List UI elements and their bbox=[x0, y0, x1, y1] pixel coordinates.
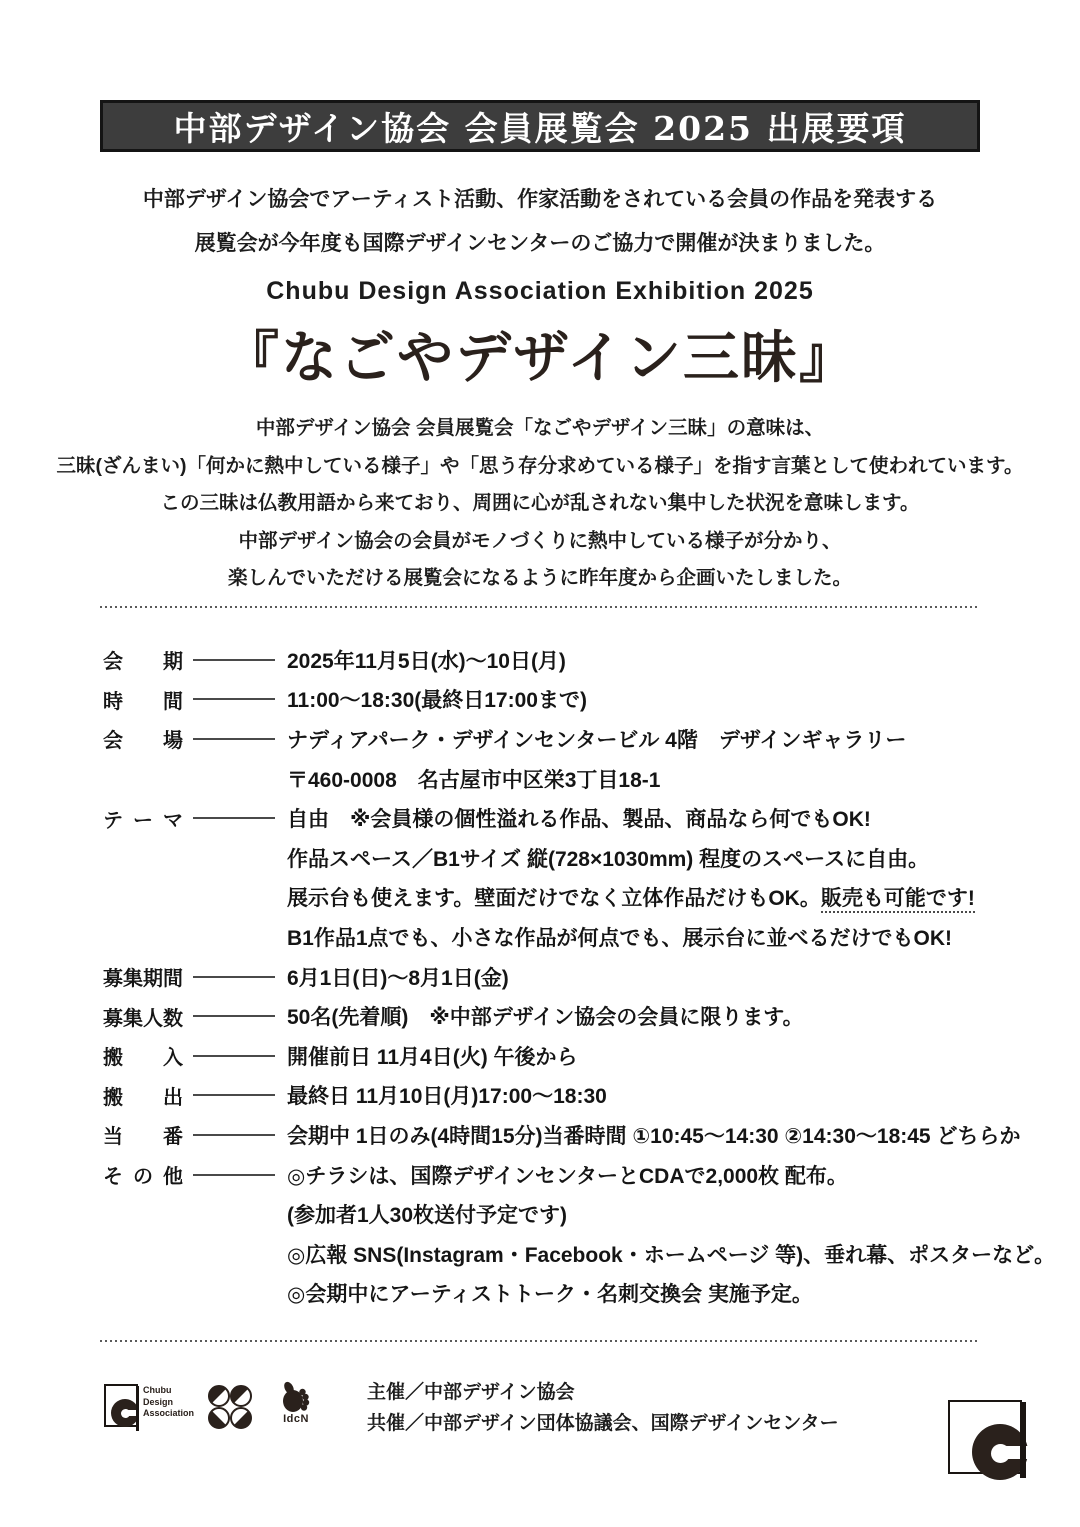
description-line: 楽しんでいただける展覧会になるように昨年度から企画いたしました。 bbox=[227, 567, 852, 589]
four-circles-logo-icon bbox=[207, 1383, 253, 1431]
detail-label: 会場 bbox=[103, 730, 183, 753]
subtitle-english: Chubu Design Association Exhibition 2025 bbox=[266, 277, 814, 305]
detail-row-sonota bbox=[103, 1155, 993, 1195]
label-rule bbox=[193, 1055, 275, 1057]
cda-mark-large-icon bbox=[948, 1400, 1022, 1474]
detail-value: 2025年11月5日(水)～10日(月) bbox=[287, 649, 566, 673]
detail-label: 搬出 bbox=[103, 1086, 183, 1109]
detail-row-b1 bbox=[103, 917, 993, 957]
detail-row-address bbox=[103, 759, 993, 799]
idcn-label: IdcN bbox=[283, 1413, 309, 1425]
detail-label: 搬入 bbox=[103, 1047, 183, 1070]
detail-row-display bbox=[103, 878, 993, 918]
detail-row-kaijo bbox=[103, 719, 993, 759]
label-rule bbox=[193, 1134, 275, 1136]
detail-label: 当番 bbox=[103, 1126, 183, 1149]
organizer-line: 主催／中部デザイン協会 bbox=[367, 1382, 575, 1403]
detail-value: 6月1日(日)～8月1日(金) bbox=[287, 966, 509, 990]
detail-row-hannyu bbox=[103, 1036, 993, 1076]
dotted-divider bbox=[100, 606, 980, 608]
intro-line: 中部デザイン協会でアーティスト活動、作家活動をされている会員の作品を発表する bbox=[142, 188, 938, 211]
detail-row-jikan bbox=[103, 680, 993, 720]
detail-text-underlined: 販売も可能です! bbox=[821, 887, 975, 913]
detail-value: ◎チラシは、国際デザインセンターとCDAで2,000枚 配布。 bbox=[287, 1164, 848, 1188]
detail-row-kaiki bbox=[103, 640, 993, 680]
detail-label: テーマ bbox=[103, 809, 183, 832]
detail-value: 最終日 11月10日(月)17:00～18:30 bbox=[287, 1085, 607, 1109]
cda-logo-icon bbox=[104, 1384, 138, 1427]
idcn-hand-icon bbox=[280, 1381, 312, 1413]
dotted-divider bbox=[100, 1340, 980, 1342]
label-rule bbox=[193, 738, 275, 740]
detail-value: (参加者1人30枚送付予定です) bbox=[287, 1204, 568, 1228]
detail-row-boshu-ninzu bbox=[103, 996, 993, 1036]
details-list bbox=[103, 640, 1056, 1313]
label-rule bbox=[193, 698, 275, 700]
detail-value: 11:00～18:30(最終日17:00まで) bbox=[287, 689, 587, 713]
detail-row-hanshutsu bbox=[103, 1076, 993, 1116]
page-title: 中部デザイン協会 会員展覧会 2025 出展要項 bbox=[173, 108, 907, 148]
detail-row-space bbox=[103, 838, 993, 878]
cohost-line: 共催／中部デザイン団体協議会、国際デザインセンター bbox=[367, 1413, 839, 1434]
detail-value: 50名(先着順) ※中部デザイン協会の会員に限ります。 bbox=[287, 1006, 804, 1030]
label-rule bbox=[193, 817, 275, 819]
description-line: この三昧は仏教用語から来ており、周囲に心が乱されない集中した状況を意味します。 bbox=[160, 492, 920, 514]
intro-paragraph bbox=[0, 178, 1080, 266]
exhibition-title: 『なごやデザイン三昧』 bbox=[222, 325, 858, 391]
description-line: 中部デザイン協会の会員がモノづくりに熱中している様子が分かり、 bbox=[238, 529, 842, 552]
detail-value bbox=[287, 882, 975, 912]
detail-label: 募集人数 bbox=[103, 1007, 183, 1030]
detail-row-toban bbox=[103, 1115, 1021, 1155]
description-paragraph bbox=[0, 410, 1080, 598]
detail-value: B1作品1点でも、小さな作品が何点でも、展示台に並べるだけでもOK! bbox=[287, 926, 953, 950]
detail-label: 会期 bbox=[103, 651, 183, 674]
label-rule bbox=[193, 659, 275, 661]
detail-value: 自由 ※会員様の個性溢れる作品、製品、商品なら何でもOK! bbox=[287, 808, 871, 832]
detail-value: ◎広報 SNS(Instagram・Facebook・ホームページ 等)、垂れ幕、ポスターなど。 bbox=[287, 1243, 1056, 1267]
header-bar bbox=[100, 100, 980, 152]
label-rule bbox=[193, 1094, 275, 1096]
detail-value: ナディアパーク・デザインセンタービル 4階 デザインギャラリー bbox=[287, 728, 907, 752]
detail-value: ◎会期中にアーティストトーク・名刺交換会 実施予定。 bbox=[287, 1283, 813, 1307]
detail-row-boshu-kikan bbox=[103, 957, 993, 997]
detail-text: 展示台も使えます。壁面だけでなく立体作品だけもOK。 bbox=[287, 887, 821, 911]
detail-row-koho bbox=[103, 1234, 1056, 1274]
label-rule bbox=[193, 1174, 275, 1176]
credits bbox=[367, 1377, 839, 1439]
detail-label: 募集期間 bbox=[103, 968, 183, 991]
detail-label: 時間 bbox=[103, 690, 183, 713]
detail-row-talk bbox=[103, 1274, 993, 1314]
description-line: 三昧(ざんまい)「何かに熱中している様子」や「思う存分求めている様子」を指す言葉として使われています。 bbox=[56, 454, 1024, 477]
detail-row-sanka bbox=[103, 1194, 993, 1234]
idcn-logo bbox=[278, 1381, 314, 1429]
detail-row-theme bbox=[103, 798, 993, 838]
detail-value: 〒460-0008 名古屋市中区栄3丁目18-1 bbox=[287, 768, 661, 792]
detail-value: 開催前日 11月4日(火) 午後から bbox=[287, 1045, 578, 1069]
label-rule bbox=[193, 976, 275, 978]
detail-value: 作品スペース／B1サイズ 縦(728×1030mm) 程度のスペースに自由。 bbox=[287, 847, 930, 871]
description-line: 中部デザイン協会 会員展覧会「なごやデザイン三昧」の意味は、 bbox=[255, 417, 825, 439]
intro-line: 展覧会が今年度も国際デザインセンターのご協力で開催が決まりました。 bbox=[194, 232, 886, 255]
detail-label: その他 bbox=[103, 1166, 183, 1189]
cda-logo-text: Chubu Design Association bbox=[143, 1385, 195, 1418]
label-rule bbox=[193, 1015, 275, 1017]
detail-value: 会期中 1日のみ(4時間15分)当番時間 ①10:45～14:30 ②14:30～18:45 どちらか bbox=[287, 1124, 1021, 1148]
